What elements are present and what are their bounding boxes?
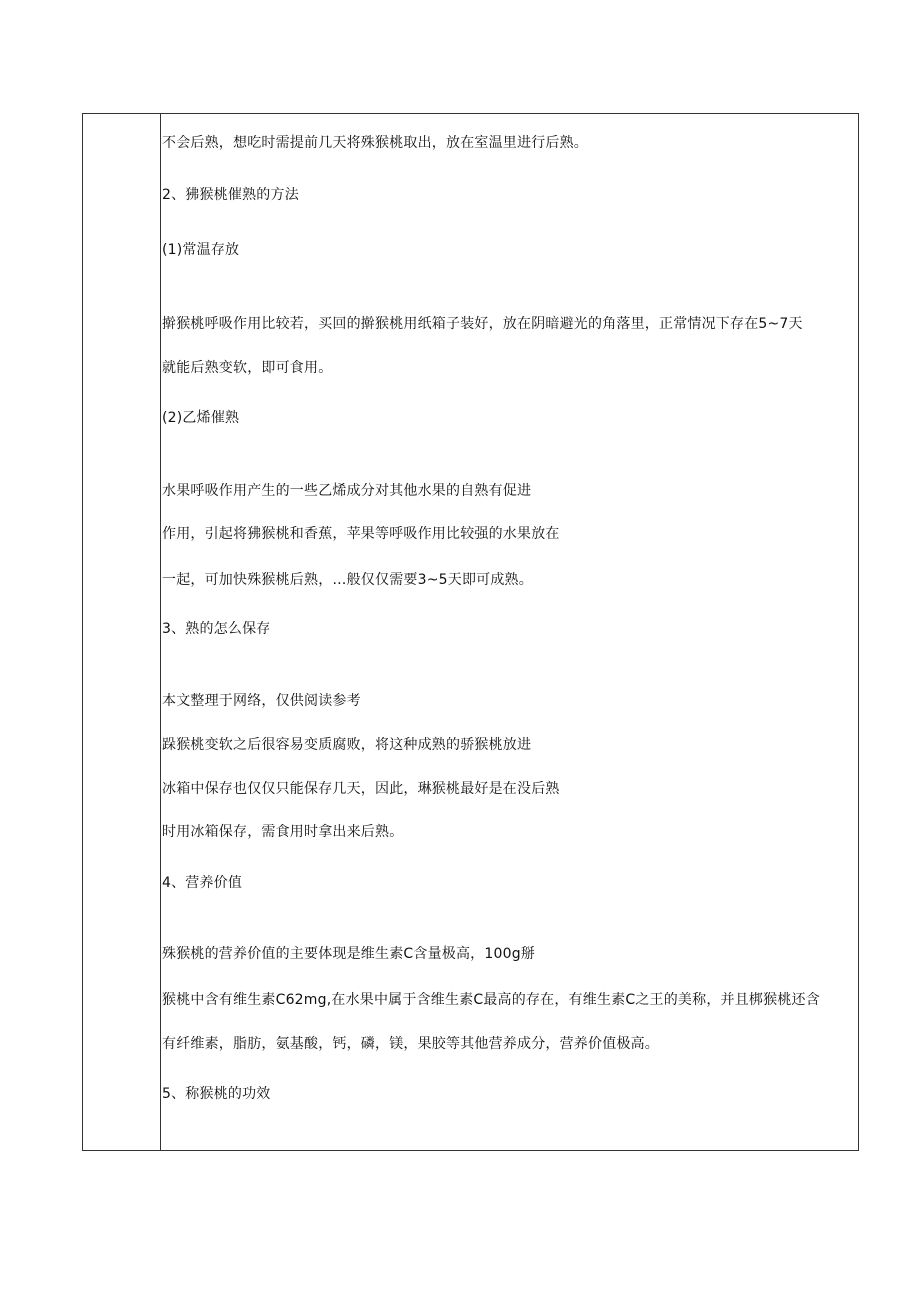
paragraph-line: 有纤维素，脂肪，氨基酸，钙，磷，镁，果胶等其他营养成分，营养价值极高。 (162, 1036, 659, 1052)
paragraph-line: 一起，可加快殊猴桃后熟，…般仅仅需要3~5天即可成熟。 (162, 572, 533, 588)
content-table (82, 113, 859, 1151)
paragraph-line: 殊猴桃的营养价值的主要体现是维生素C含量极高，100g掰 (162, 946, 535, 962)
paragraph-line: 作用，引起将狒猴桃和香蕉，苹果等呼吸作用比较强的水果放在 (162, 526, 560, 542)
section-heading-ripening: 2、狒猴桃催熟的方法 (162, 187, 299, 203)
paragraph-line: 猴桃中含有维生素C62mg,在水果中属于含维生素C最高的存在，有维生素C之王的美称，并且梆猴桃还含 (162, 992, 820, 1008)
subheading-ethylene: (2)乙烯催熟 (162, 410, 240, 426)
section-heading-benefits: 5、称猴桃的功效 (162, 1086, 271, 1102)
subheading-room-temp: (1)常温存放 (162, 242, 240, 258)
column-divider (160, 114, 161, 1150)
paragraph-line: 冰箱中保存也仅仅只能保存几天，因此，琳猴桃最好是在没后熟 (162, 781, 560, 797)
paragraph-line: 不会后熟，想吃时需提前几天将殊猴桃取出，放在室温里进行后熟。 (162, 135, 588, 151)
paragraph-line: 擀猴桃呼吸作用比较若，买回的擀猴桃用纸箱子装好，放在阴暗避光的角落里，正常情况下存在5~7天 (162, 316, 803, 332)
source-note: 本文整理于网络，仅供阅读参考 (162, 693, 361, 709)
paragraph-line: 就能后熟变软，即可食用。 (162, 360, 333, 376)
paragraph-line: 时用冰箱保存，需食用时拿出来后熟。 (162, 824, 404, 840)
paragraph-line: 跺猴桃变软之后很容易变质腐败，将这种成熟的骄猴桃放进 (162, 737, 532, 753)
section-heading-storage: 3、熟的怎么保存 (162, 621, 271, 637)
paragraph-line: 水果呼吸作用产生的一些乙烯成分对其他水果的自熟有促进 (162, 483, 532, 499)
section-heading-nutrition: 4、营养价值 (162, 875, 243, 891)
